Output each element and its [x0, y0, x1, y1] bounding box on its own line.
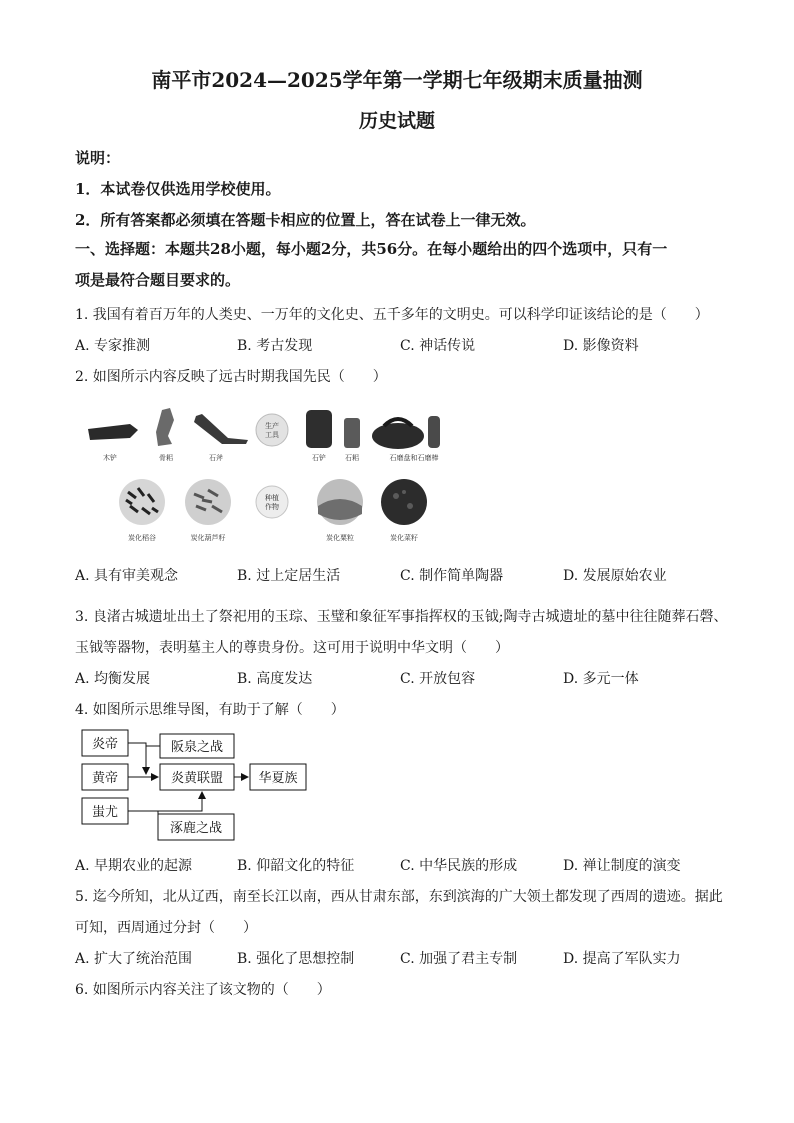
- carbonized-rice-image: [119, 479, 165, 525]
- section-line-2: 项是最符合题目要求的。: [75, 271, 241, 289]
- notes-heading: 说明：: [75, 149, 121, 167]
- q1-option-d: D. 影像资料: [563, 338, 639, 354]
- label-alliance: 炎黄联盟: [170, 771, 224, 786]
- crops-badge-line1: 种植: [265, 494, 279, 502]
- caption-grinding-slab: 石磨盘和石磨棒: [389, 454, 439, 462]
- caption-stone-shovel: 石铲: [312, 454, 326, 462]
- question-5-stem-line-1: 5. 迄今所知，北从辽西，南至长江以南，西从甘肃东部，东到滨海的广大领土都发现了西周的遗迹。据此: [75, 889, 723, 905]
- arrow-yandi-down: [128, 743, 146, 774]
- caption-carbonized-rapeseed: 炭化菜籽: [390, 534, 418, 542]
- caption-wooden-shovel: 木铲: [103, 454, 117, 462]
- tools-badge-line1: 生产: [265, 422, 279, 430]
- question-5-stem-line-2: 可知，西周通过分封（ ）: [75, 920, 257, 936]
- tools-badge: [256, 414, 288, 446]
- carbonized-gourd-seed-image: [185, 479, 231, 525]
- caption-carbonized-rice: 炭化稻谷: [128, 534, 156, 542]
- question-3-stem-line-1: 3. 良渚古城遗址出土了祭祀用的玉琮、玉璧和象征军事指挥权的玉钺;陶寺古城遗址的墓中往往随葬石磬、: [75, 609, 728, 625]
- q2-option-a: A. 具有审美观念: [75, 568, 179, 584]
- q4-mindmap-svg: [80, 728, 340, 843]
- bone-spade-image: [156, 408, 174, 446]
- q2-figure: [78, 402, 458, 552]
- caption-carbonized-millet: 炭化粟粒: [326, 534, 354, 542]
- grinding-slab-image: [372, 416, 440, 449]
- note-item-2: 2．所有答案都必须填在答题卡相应的位置上，答在试卷上一律无效。: [75, 211, 536, 229]
- q4-mindmap: [80, 728, 340, 843]
- label-banquan: 阪泉之战: [170, 740, 224, 755]
- section-heading: [75, 234, 725, 296]
- stone-spade-image: [344, 418, 360, 448]
- exam-title: 南平市2024—2025学年第一学期七年级期末质量抽测: [151, 68, 643, 92]
- question-6-stem: 6. 如图所示内容关注了该文物的（ ）: [75, 982, 331, 998]
- q5-option-b: B. 强化了思想控制: [237, 951, 355, 967]
- label-yandi: 炎帝: [91, 737, 119, 752]
- arrow-chiyou-up: [128, 792, 202, 811]
- q4-option-b: B. 仰韶文化的特征: [237, 858, 355, 874]
- question-4-stem: 4. 如图所示思维导图，有助于了解（ ）: [75, 702, 345, 718]
- question-3-stem-line-2: 玉钺等器物，表明墓主人的尊贵身份。这可用于说明中华文明（ ）: [75, 640, 509, 656]
- q1-option-a: A. 专家推测: [75, 338, 151, 354]
- question-2-stem: 2. 如图所示内容反映了远古时期我国先民（ ）: [75, 369, 387, 385]
- caption-carbonized-gourd-seed: 炭化葫芦籽: [190, 534, 226, 542]
- q1-option-c: C. 神话传说: [400, 338, 476, 354]
- exam-subtitle: 历史试题: [358, 110, 435, 132]
- q2-option-b: B. 过上定居生活: [237, 568, 341, 584]
- label-chiyou: 蚩尤: [91, 805, 119, 820]
- q5-option-a: A. 扩大了统治范围: [75, 951, 193, 967]
- q1-option-b: B. 考古发现: [237, 338, 313, 354]
- label-zhuolu: 涿鹿之战: [169, 821, 223, 836]
- wooden-shovel-image: [88, 424, 138, 440]
- label-huaxia: 华夏族: [258, 771, 298, 786]
- q3-option-a: A. 均衡发展: [75, 671, 151, 687]
- q2-option-c: C. 制作简单陶器: [400, 568, 504, 584]
- q4-option-d: D. 禅让制度的演变: [563, 858, 681, 874]
- q3-option-b: B. 高度发达: [237, 671, 313, 687]
- question-1-stem: 1. 我国有着百万年的人类史、一万年的文化史、五千多年的文明史。可以科学印证该结论的是（ ）: [75, 307, 709, 323]
- q4-option-c: C. 中华民族的形成: [400, 858, 518, 874]
- carbonized-rapeseed-image: [381, 479, 427, 525]
- caption-bone-spade: 骨耜: [159, 454, 173, 462]
- q2-figure-svg: [78, 402, 458, 552]
- tools-badge-line2: 工具: [265, 431, 279, 439]
- stone-shovel-image: [306, 410, 332, 448]
- crops-badge: [256, 486, 288, 518]
- q3-option-d: D. 多元一体: [563, 671, 639, 687]
- note-item-1: 1．本试卷仅供选用学校使用。: [75, 180, 281, 198]
- q4-option-a: A. 早期农业的起源: [75, 858, 193, 874]
- q3-option-c: C. 开放包容: [400, 671, 476, 687]
- caption-stone-axe: 石斧: [209, 454, 223, 462]
- caption-stone-spade: 石耜: [345, 454, 359, 462]
- q5-option-d: D. 提高了军队实力: [563, 951, 681, 967]
- label-huangdi: 黄帝: [91, 771, 119, 786]
- stone-axe-image: [194, 414, 248, 444]
- q2-option-d: D. 发展原始农业: [563, 568, 667, 584]
- section-line-1: 一、选择题：本题共28小题，每小题2分，共56分。在每小题给出的四个选项中，只有一: [75, 240, 668, 258]
- crops-badge-line2: 作物: [265, 503, 279, 511]
- q5-option-c: C. 加强了君主专制: [400, 951, 518, 967]
- carbonized-millet-image: [317, 479, 363, 525]
